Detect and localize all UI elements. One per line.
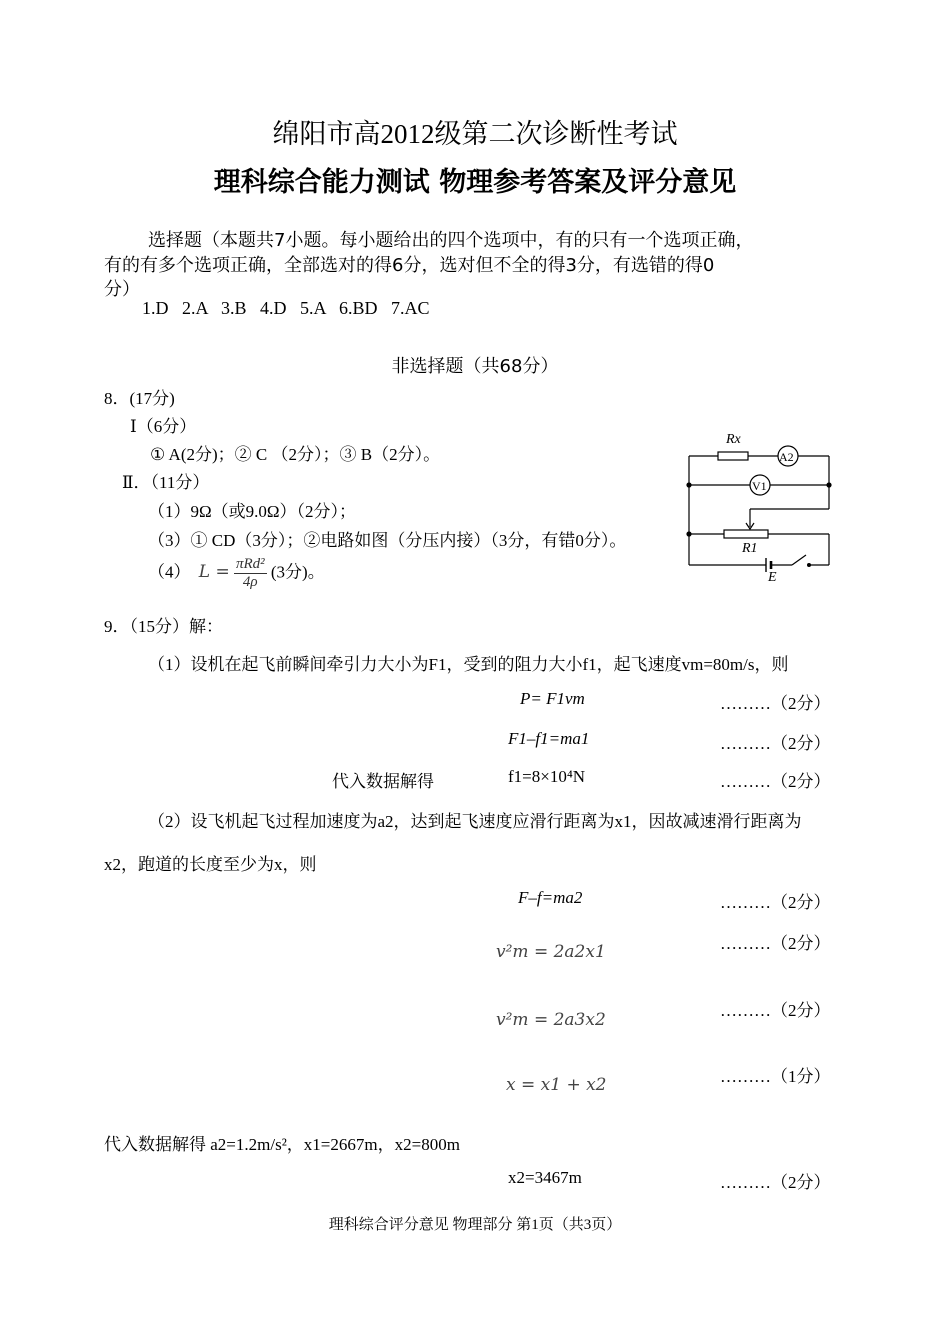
title-line1: 绵阳市高2012级第二次诊断性考试 bbox=[272, 119, 678, 149]
page-footer: 理科综合评分意见 物理部分 第1页（共3页） bbox=[328, 1217, 622, 1233]
eq-result-x2: x2=3467m bbox=[508, 1168, 582, 1187]
choice-answers: 1.D 2.A 3.B 4.D 5.A 6.BD 7.AC bbox=[142, 298, 430, 318]
formula-lhs: L = bbox=[198, 562, 230, 583]
formula-denominator: 4ρ bbox=[242, 574, 258, 590]
score-eq-newton2: ………（2分） bbox=[720, 893, 831, 912]
q9-head: 9．（15分）解： bbox=[104, 617, 223, 636]
q8-answer-4-suffix: (3分)。 bbox=[270, 562, 325, 582]
choice-intro: 选择题（本题共7小题。每小题给出的四个选项中，有的只有一个选项正确， bbox=[148, 230, 754, 251]
substitute-label-1: 代入数据解得 bbox=[332, 772, 434, 791]
score-eq-power: ………（2分） bbox=[720, 694, 831, 713]
q8-part2: Ⅱ．（11分） bbox=[122, 473, 210, 492]
q9-step2a: （2）设飞机起飞过程加速度为a2，达到起飞速度应滑行距离为x1，因故减速滑行距离为 bbox=[148, 812, 802, 831]
label-v1: V1 bbox=[752, 479, 767, 493]
q8-part1: Ⅰ（6分） bbox=[130, 417, 197, 436]
q9-step1: （1）设机在起飞前瞬间牵引力大小为F1，受到的阻力大小f1，起飞速度vm=80m/s，则 bbox=[148, 655, 789, 674]
q8-answer-4-prefix: （4） bbox=[148, 562, 191, 582]
q8-answer-4 bbox=[148, 556, 325, 591]
label-rx: Rx bbox=[726, 432, 741, 447]
label-a2: A2 bbox=[779, 450, 794, 464]
eq-newton2: F–f=ma2 bbox=[518, 888, 583, 907]
eq-kinematic2: v²m = 2a3x2 bbox=[496, 1010, 606, 1030]
q8-part1-answer: ① A(2分)；② C （2分）；③ B（2分）。 bbox=[150, 445, 441, 464]
eq-newton1: F1–f1=ma1 bbox=[508, 729, 590, 748]
score-eq-result-f1: ………（2分） bbox=[720, 772, 831, 791]
substitute-result-2: 代入数据解得 a2=1.2m/s²，x1=2667m，x2=800m bbox=[104, 1135, 460, 1154]
nonchoice-header: 非选择题（共68分） bbox=[391, 356, 559, 377]
circuit-diagram bbox=[682, 425, 838, 585]
score-eq-kinematic2: ………（2分） bbox=[720, 1001, 831, 1020]
score-eq-result-x2: ………（2分） bbox=[720, 1173, 831, 1192]
title-line2: 理科综合能力测试 物理参考答案及评分意见 bbox=[213, 167, 737, 198]
eq-kinematic1: v²m = 2a2x1 bbox=[496, 942, 606, 962]
q8-answer-3: （3）① CD（3分）；②电路如图（分压内接）（3分，有错0分）。 bbox=[148, 531, 627, 550]
choice-intro-3: 分） bbox=[104, 279, 140, 300]
score-eq-kinematic1: ………（2分） bbox=[720, 934, 831, 953]
eq-distance-sum: x = x1 + x2 bbox=[506, 1075, 607, 1095]
label-e: E bbox=[768, 570, 777, 585]
score-eq-newton1: ………（2分） bbox=[720, 734, 831, 753]
label-r1: R1 bbox=[742, 541, 758, 556]
choice-intro-2: 有的有多个选项正确，全部选对的得6分，选对但不全的得3分，有选错的得0 bbox=[104, 255, 715, 276]
q8-head: 8．(17分) bbox=[104, 389, 175, 408]
score-eq-distance-sum: ………（1分） bbox=[720, 1067, 831, 1086]
eq-power: P= F1vm bbox=[520, 689, 585, 708]
formula-fraction bbox=[234, 556, 267, 591]
q9-step2b: x2，跑道的长度至少为x，则 bbox=[104, 855, 317, 874]
eq-result-f1: f1=8×10⁴N bbox=[508, 767, 586, 786]
q8-answer-1: （1）9Ω（或9.0Ω）（2分）； bbox=[148, 502, 357, 521]
formula-numerator: πRd² bbox=[235, 556, 265, 572]
